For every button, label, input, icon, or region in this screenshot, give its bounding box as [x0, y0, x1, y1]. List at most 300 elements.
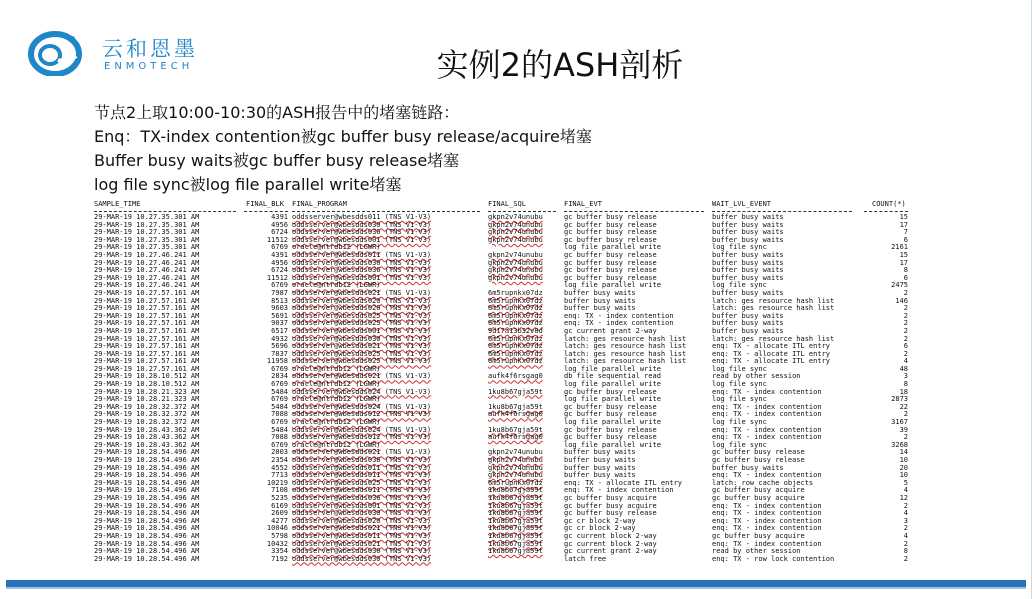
- cell-final-evt: log file parallel write: [564, 380, 661, 389]
- cell-final-sql: gkpn2v74unubu: [488, 213, 543, 221]
- cell-final-sql: 6m5rupnkx07dz: [488, 342, 543, 351]
- cell-final-blk: 6769: [271, 243, 288, 252]
- cell-final-blk: 6769: [271, 380, 288, 389]
- cell-wait-lvl-event: gc buffer busy release: [712, 456, 805, 464]
- cell-wait-lvl-event: buffer busy waits: [712, 273, 784, 282]
- cell-sample-time: 29-MAR-19 10.27.57.161 AM: [94, 311, 200, 320]
- cell-final-program: oddsserver@wbesdds012 (TNS V1-V3): [292, 433, 432, 442]
- cell-final-program: oddsserver@wbesdds025 (TNS V1-V3): [292, 357, 432, 366]
- cell-final-evt: gc buffer busy release: [564, 402, 657, 411]
- cell-sample-time: 29-MAR-19 10.28.54.496 AM: [94, 524, 200, 533]
- cell-sample-time: 29-MAR-19 10.27.46.241 AM: [94, 281, 200, 290]
- header-final-sql: FINAL_SQL: [488, 200, 526, 208]
- header-count: COUNT(*): [872, 200, 906, 208]
- cell-final-program: oddsserver@wbesdds024 (TNS V1-V3): [292, 425, 432, 434]
- cell-final-evt: gc buffer busy release: [564, 266, 657, 275]
- cell-wait-lvl-event: buffer busy waits: [712, 235, 784, 244]
- cell-final-blk: 10219: [266, 478, 288, 487]
- cell-final-program: oddsserver@wbesdds001 (TNS V1-V3): [292, 235, 432, 244]
- cell-final-program: oddsserver@wbesdds001 (TNS V1-V3): [292, 501, 432, 510]
- cell-sample-time: 29-MAR-19 10.27.57.161 AM: [94, 288, 200, 297]
- cell-final-sql: 1ku8b67gja59t: [488, 539, 543, 548]
- cell-final-program: oracle@ntrdb12 (LGWR): [292, 281, 381, 290]
- cell-final-blk: 6769: [271, 440, 288, 449]
- cell-count: 10: [899, 471, 908, 480]
- header-final-program: FINAL_PROGRAM: [292, 200, 347, 208]
- cell-sample-time: 29-MAR-19 10.28.10.512 AM: [94, 372, 200, 381]
- cell-final-blk: 6724: [271, 266, 288, 275]
- cell-final-sql: gkpn2v74unubu: [488, 266, 543, 275]
- cell-final-evt: gc buffer busy release: [564, 433, 657, 442]
- cell-final-blk: 6769: [271, 364, 288, 373]
- cell-sample-time: 29-MAR-19 10.27.57.161 AM: [94, 349, 200, 358]
- cell-wait-lvl-event: read by other session: [712, 547, 801, 556]
- cell-final-sql: gkpn2v74unubu: [488, 273, 543, 282]
- cell-count: 17: [899, 258, 908, 267]
- cell-final-program: oddsserver@wbesdds030 (TNS V1-V3): [292, 258, 432, 267]
- cell-final-sql: 6m5rupnkx07dz: [488, 311, 543, 320]
- cell-final-sql: 1ku8b67gja59t: [488, 516, 543, 525]
- cell-count: 3268: [891, 440, 908, 449]
- cell-final-blk: 5696: [271, 342, 288, 351]
- cell-final-program: oddsserver@wbesdds025 (TNS V1-V3): [292, 349, 432, 358]
- cell-sample-time: 29-MAR-19 10.28.21.323 AM: [94, 387, 200, 396]
- cell-final-sql: gkpn2v74unubu: [488, 463, 543, 472]
- cell-sample-time: 29-MAR-19 10.28.54.496 AM: [94, 448, 200, 457]
- cell-final-sql: 1ku8b67gja59t: [488, 486, 543, 495]
- cell-final-evt: gc buffer busy release: [564, 410, 657, 419]
- cell-wait-lvl-event: buffer busy waits: [712, 220, 784, 229]
- cell-count: 17: [899, 220, 908, 229]
- cell-count: 39: [899, 425, 908, 434]
- cell-wait-lvl-event: buffer busy waits: [712, 250, 784, 259]
- cell-sample-time: 29-MAR-19 10.28.54.496 AM: [94, 516, 200, 525]
- cell-final-evt: gc buffer busy release: [564, 213, 657, 221]
- cell-final-program: oddsserver@wbesdds025 (TNS V1-V3): [292, 311, 432, 320]
- cell-final-blk: 6169: [271, 501, 288, 510]
- intro-line: log file sync被log file parallel write堵塞: [94, 175, 402, 194]
- cell-final-sql: 6m5rupnkx07dz: [488, 478, 543, 487]
- cell-final-sql: gkpn2v74unubu: [488, 456, 543, 464]
- cell-final-sql: gkpn2v74unubu: [488, 448, 543, 457]
- cell-final-sql: 1ku8b67gja59t: [488, 493, 543, 502]
- cell-count: 14: [899, 448, 908, 457]
- cell-final-program: oddsserver@wbesdds030 (TNS V1-V3): [292, 220, 432, 229]
- cell-wait-lvl-event: enq: TX - allocate ITL entry: [712, 342, 831, 351]
- cell-sample-time: 29-MAR-19 10.28.54.496 AM: [94, 463, 200, 472]
- cell-final-program: oddsserver@wbesdds021 (TNS V1-V3): [292, 342, 432, 351]
- cell-final-evt: log file parallel write: [564, 440, 661, 449]
- cell-count: 2: [903, 410, 908, 419]
- cell-wait-lvl-event: latch: ges resource hash list: [712, 296, 835, 305]
- cell-final-sql: 1ku8b67gja59t: [488, 425, 543, 434]
- cell-count: 3167: [891, 418, 908, 427]
- cell-final-sql: 1ku8b67gja59t: [488, 501, 543, 510]
- header-final-blk: FINAL_BLK: [246, 200, 284, 208]
- cell-final-evt: gc current grant 2-way: [564, 326, 657, 335]
- cell-count: 2: [903, 311, 908, 320]
- cell-wait-lvl-event: log file sync: [712, 440, 767, 449]
- cell-final-evt: latch: ges resource hash list: [564, 349, 687, 358]
- cell-final-evt: gc buffer busy acquire: [564, 501, 657, 510]
- cell-final-sql: gkpn2v74unubu: [488, 250, 543, 259]
- cell-final-evt: gc current block 2-way: [564, 531, 657, 540]
- cell-sample-time: 29-MAR-19 10.28.43.362 AM: [94, 440, 200, 449]
- cell-final-program: oddsserver@wbesdds025 (TNS V1-V3): [292, 319, 432, 328]
- cell-wait-lvl-event: log file sync: [712, 364, 767, 373]
- cell-final-blk: 5484: [271, 387, 288, 396]
- cell-wait-lvl-event: enq: TX - index contention: [712, 387, 822, 396]
- cell-sample-time: 29-MAR-19 10.28.54.496 AM: [94, 456, 200, 464]
- cell-sample-time: 29-MAR-19 10.27.57.161 AM: [94, 326, 200, 335]
- cell-final-program: oddsserver@wbesdds020 (TNS V1-V3): [292, 304, 432, 313]
- cell-final-blk: 10046: [266, 524, 288, 533]
- cell-final-program: oddsserver@wbesdds001 (TNS V1-V3): [292, 326, 432, 335]
- cell-final-blk: 4552: [271, 463, 288, 472]
- cell-final-blk: 11512: [266, 235, 288, 244]
- cell-final-sql: aufk4f6rsgag0: [488, 372, 543, 381]
- table-row: [94, 275, 914, 283]
- cell-final-blk: 4932: [271, 334, 288, 343]
- cell-wait-lvl-event: gc buffer busy acquire: [712, 531, 805, 540]
- cell-final-blk: 7088: [271, 410, 288, 419]
- cell-sample-time: 29-MAR-19 10.28.54.496 AM: [94, 471, 200, 480]
- cell-final-evt: gc buffer busy release: [564, 250, 657, 259]
- cell-wait-lvl-event: log file sync: [712, 243, 767, 252]
- intro-line: 节点2上取10:00-10:30的ASH报告中的堵塞链路：: [94, 103, 460, 122]
- cell-wait-lvl-event: enq: TX - index contention: [712, 433, 822, 442]
- cell-sample-time: 29-MAR-19 10.27.46.241 AM: [94, 258, 200, 267]
- cell-final-program: oddsserver@wbesdds011 (TNS V1-V3): [292, 463, 432, 472]
- cell-wait-lvl-event: enq: TX - index contention: [712, 402, 822, 411]
- cell-count: 4: [903, 509, 908, 518]
- cell-final-blk: 6769: [271, 281, 288, 290]
- cell-count: 2: [903, 326, 908, 335]
- cell-final-program: oddsserver@wbesdds012 (TNS V1-V3): [292, 410, 432, 419]
- cell-wait-lvl-event: latch: ges resource hash list: [712, 304, 835, 313]
- cell-wait-lvl-event: latch: row cache objects: [712, 478, 814, 487]
- cell-final-program: oddsserver@wbesdds020 (TNS V1-V3): [292, 296, 432, 305]
- cell-sample-time: 29-MAR-19 10.27.57.161 AM: [94, 304, 200, 313]
- cell-count: 2: [903, 334, 908, 343]
- cell-final-evt: gc cr block 2-way: [564, 524, 636, 533]
- cell-sample-time: 29-MAR-19 10.27.35.301 AM: [94, 213, 200, 221]
- cell-final-sql: 6m5rupnkx07dz: [488, 296, 543, 305]
- cell-final-program: oddsserver@wbesdds030 (TNS V1-V3): [292, 547, 432, 556]
- cell-count: 4: [903, 486, 908, 495]
- cell-final-evt: db file sequential read: [564, 372, 661, 381]
- cell-wait-lvl-event: enq: TX - index contention: [712, 516, 822, 525]
- cell-sample-time: 29-MAR-19 10.28.54.496 AM: [94, 509, 200, 518]
- table-body: [94, 214, 914, 563]
- cell-count: 20: [899, 463, 908, 472]
- cell-wait-lvl-event: gc buffer busy acquire: [712, 486, 805, 495]
- cell-final-program: oddsserver@wbesdds030 (TNS V1-V3): [292, 554, 432, 563]
- cell-final-program: oddsserver@wbesdds001 (TNS V1-V3): [292, 273, 432, 282]
- ash-table: [94, 200, 914, 563]
- cell-final-sql: 6m5rupnkx07dz: [488, 357, 543, 366]
- cell-wait-lvl-event: enq: TX - index contention: [712, 509, 822, 518]
- cell-sample-time: 29-MAR-19 10.28.54.496 AM: [94, 531, 200, 540]
- cell-final-evt: buffer busy waits: [564, 448, 636, 457]
- cell-final-program: oddsserver@wbesdds036 (TNS V1-V3): [292, 493, 432, 502]
- cell-sample-time: 29-MAR-19 10.28.43.362 AM: [94, 425, 200, 434]
- cell-sample-time: 29-MAR-19 10.28.43.362 AM: [94, 433, 200, 442]
- cell-final-program: oracle@ntrdb12 (LGWR): [292, 243, 381, 252]
- cell-sample-time: 29-MAR-19 10.27.57.161 AM: [94, 296, 200, 305]
- cell-final-blk: 7108: [271, 486, 288, 495]
- cell-final-evt: log file parallel write: [564, 243, 661, 252]
- header-wait-lvl-event: WAIT_LVL_EVENT: [712, 200, 772, 208]
- cell-final-program: oddsserver@wbesdds021 (TNS V1-V3): [292, 539, 432, 548]
- cell-wait-lvl-event: enq: TX - row lock contention: [712, 554, 835, 563]
- cell-sample-time: 29-MAR-19 10.28.54.496 AM: [94, 539, 200, 548]
- cell-final-blk: 4956: [271, 258, 288, 267]
- cell-sample-time: 29-MAR-19 10.27.57.161 AM: [94, 319, 200, 328]
- cell-final-program: oddsserver@wbesdds011 (TNS V1-V3): [292, 213, 432, 221]
- cell-final-evt: latch: ges resource hash list: [564, 357, 687, 366]
- cell-final-sql: 1ku8b67gja59t: [488, 524, 543, 533]
- cell-count: 12: [899, 493, 908, 502]
- cell-final-blk: 5484: [271, 402, 288, 411]
- cell-wait-lvl-event: enq: TX - index contention: [712, 539, 822, 548]
- cell-final-evt: gc buffer busy release: [564, 273, 657, 282]
- cell-count: 48: [899, 364, 908, 373]
- cell-final-evt: gc buffer busy release: [564, 235, 657, 244]
- cell-sample-time: 29-MAR-19 10.28.32.372 AM: [94, 402, 200, 411]
- table-row: [94, 373, 914, 381]
- cell-count: 15: [899, 213, 908, 221]
- table-row: [94, 389, 914, 397]
- cell-wait-lvl-event: buffer busy waits: [712, 311, 784, 320]
- cell-count: 3: [903, 372, 908, 381]
- cell-wait-lvl-event: buffer busy waits: [712, 319, 784, 328]
- cell-final-blk: 4277: [271, 516, 288, 525]
- cell-wait-lvl-event: enq: TX - index contention: [712, 524, 822, 533]
- cell-final-evt: gc buffer busy release: [564, 387, 657, 396]
- table-row: [94, 411, 914, 419]
- table-row: [94, 358, 914, 366]
- cell-sample-time: 29-MAR-19 10.27.35.301 AM: [94, 220, 200, 229]
- cell-final-blk: 3354: [271, 547, 288, 556]
- cell-final-evt: enq: TX - allocate ITL entry: [564, 478, 683, 487]
- cell-count: 4: [903, 357, 908, 366]
- footer-bar: [6, 580, 1026, 587]
- cell-final-program: oracle@ntrdb12 (LGWR): [292, 440, 381, 449]
- cell-final-blk: 5235: [271, 493, 288, 502]
- cell-wait-lvl-event: buffer busy waits: [712, 266, 784, 275]
- cell-sample-time: 29-MAR-19 10.27.35.301 AM: [94, 228, 200, 237]
- cell-final-sql: 6m5rupnkx07dz: [488, 349, 543, 358]
- cell-final-blk: 7837: [271, 349, 288, 358]
- cell-final-evt: gc buffer busy release: [564, 228, 657, 237]
- cell-final-sql: 1ku8b67gja59t: [488, 531, 543, 540]
- cell-final-blk: 6724: [271, 228, 288, 237]
- cell-final-sql: gkpn2v74unubu: [488, 220, 543, 229]
- cell-wait-lvl-event: buffer busy waits: [712, 288, 784, 297]
- cell-sample-time: 29-MAR-19 10.28.54.496 AM: [94, 486, 200, 495]
- cell-wait-lvl-event: enq: TX - allocate ITL entry: [712, 357, 831, 366]
- cell-count: 4: [903, 531, 908, 540]
- cell-final-blk: 10432: [266, 539, 288, 548]
- cell-count: 2: [903, 304, 908, 313]
- cell-count: 2: [903, 349, 908, 358]
- cell-count: 2: [903, 433, 908, 442]
- cell-final-program: oddsserver@wbesdds030 (TNS V1-V3): [292, 334, 432, 343]
- cell-final-blk: 9603: [271, 304, 288, 313]
- cell-count: 8: [903, 380, 908, 389]
- cell-wait-lvl-event: gc buffer busy acquire: [712, 493, 805, 502]
- cell-final-sql: 1ku8b67gja59t: [488, 547, 543, 556]
- cell-final-sql: gkpn2v74unubu: [488, 258, 543, 267]
- cell-final-program: oddsserver@wbesdds021 (TNS V1-V3): [292, 448, 432, 457]
- logo-text-en: ENMOTECH: [104, 61, 194, 72]
- cell-final-blk: 7088: [271, 433, 288, 442]
- cell-final-evt: buffer busy waits: [564, 304, 636, 313]
- cell-count: 2873: [891, 395, 908, 404]
- cell-count: 22: [899, 402, 908, 411]
- cell-final-sql: 9d17a13b32v8d: [488, 326, 543, 335]
- cell-final-evt: buffer busy waits: [564, 463, 636, 472]
- cell-final-program: oddsserver@wbesdds030 (TNS V1-V3): [292, 509, 432, 518]
- cell-final-sql: aufk4f6rsgag0: [488, 433, 543, 442]
- cell-sample-time: 29-MAR-19 10.28.32.372 AM: [94, 418, 200, 427]
- cell-final-evt: buffer busy waits: [564, 471, 636, 480]
- cell-final-evt: gc buffer busy release: [564, 509, 657, 518]
- cell-wait-lvl-event: enq: TX - index contention: [712, 471, 822, 480]
- cell-wait-lvl-event: log file sync: [712, 281, 767, 290]
- slide-title: 实例2的ASH剖析: [436, 46, 684, 84]
- cell-final-program: oddsserver@wbesdds011 (TNS V1-V3): [292, 250, 432, 259]
- cell-final-blk: 11512: [266, 273, 288, 282]
- cell-final-program: oddsserver@wbesdds011 (TNS V1-V3): [292, 531, 432, 540]
- cell-wait-lvl-event: enq: TX - index contention: [712, 410, 822, 419]
- cell-final-evt: gc buffer busy release: [564, 220, 657, 229]
- cell-sample-time: 29-MAR-19 10.27.57.161 AM: [94, 342, 200, 351]
- cell-final-blk: 4956: [271, 220, 288, 229]
- cell-final-blk: 11958: [266, 357, 288, 366]
- cell-final-blk: 8513: [271, 296, 288, 305]
- cell-count: 6: [903, 273, 908, 282]
- cell-wait-lvl-event: enq: TX - allocate ITL entry: [712, 349, 831, 358]
- cell-final-program: oracle@ntrdb12 (LGWR): [292, 395, 381, 404]
- cell-count: 8: [903, 547, 908, 556]
- footer-bar-accent: [6, 587, 1026, 589]
- cell-sample-time: 29-MAR-19 10.27.46.241 AM: [94, 266, 200, 275]
- cell-final-blk: 5691: [271, 311, 288, 320]
- cell-final-sql: 6m5rupnkx07dz: [488, 304, 543, 313]
- cell-count: 2: [903, 539, 908, 548]
- cell-sample-time: 29-MAR-19 10.28.32.372 AM: [94, 410, 200, 419]
- cell-count: 6: [903, 342, 908, 351]
- cell-final-evt: log file parallel write: [564, 395, 661, 404]
- cell-count: 2: [903, 554, 908, 563]
- cell-sample-time: 29-MAR-19 10.28.21.323 AM: [94, 395, 200, 404]
- cell-count: 2161: [891, 243, 908, 252]
- cell-final-evt: gc current grant 2-way: [564, 547, 657, 556]
- cell-final-evt: buffer busy waits: [564, 456, 636, 464]
- logo-mark-icon: [28, 30, 82, 76]
- enmotech-logo: [28, 30, 208, 76]
- cell-sample-time: 29-MAR-19 10.27.35.301 AM: [94, 243, 200, 252]
- cell-final-blk: 4391: [271, 213, 288, 221]
- cell-final-program: oddsserver@wbesdds036 (TNS V1-V3): [292, 228, 432, 237]
- cell-final-evt: latch: ges resource hash list: [564, 334, 687, 343]
- cell-final-evt: log file parallel write: [564, 364, 661, 373]
- cell-count: 2: [903, 288, 908, 297]
- cell-final-evt: gc buffer busy release: [564, 425, 657, 434]
- cell-final-evt: enq: TX - index contention: [564, 311, 674, 320]
- cell-final-evt: gc cr block 2-way: [564, 516, 636, 525]
- cell-final-evt: gc buffer busy release: [564, 258, 657, 267]
- cell-final-program: oddsserver@wbesdds024 (TNS V1-V3): [292, 387, 432, 396]
- cell-final-evt: log file parallel write: [564, 418, 661, 427]
- cell-wait-lvl-event: latch: ges resource hash list: [712, 334, 835, 343]
- cell-final-blk: 7987: [271, 288, 288, 297]
- cell-sample-time: 29-MAR-19 10.27.57.161 AM: [94, 334, 200, 343]
- cell-wait-lvl-event: log file sync: [712, 418, 767, 427]
- cell-final-program: oddsserver@wbesdds038 (TNS V1-V3): [292, 456, 432, 464]
- cell-final-blk: 7713: [271, 471, 288, 480]
- cell-final-sql: aufk4f6rsgag0: [488, 410, 543, 419]
- cell-final-program: oddsserver@wbesdds025 (TNS V1-V3): [292, 478, 432, 487]
- cell-final-sql: 6m5rupnkx07dz: [488, 288, 543, 297]
- cell-final-blk: 7192: [271, 554, 288, 563]
- cell-sample-time: 29-MAR-19 10.28.54.496 AM: [94, 478, 200, 487]
- cell-wait-lvl-event: enq: TX - index contention: [712, 425, 822, 434]
- table-row: [94, 556, 914, 564]
- cell-count: 15: [899, 250, 908, 259]
- cell-sample-time: 29-MAR-19 10.28.54.496 AM: [94, 547, 200, 556]
- cell-final-program: oddsserver@wbesdds020 (TNS V1-V3): [292, 516, 432, 525]
- cell-final-blk: 6769: [271, 418, 288, 427]
- cell-final-program: oracle@ntrdb12 (LGWR): [292, 364, 381, 373]
- cell-wait-lvl-event: enq: TX - index contention: [712, 501, 822, 510]
- cell-final-program: oddsserver@wbesdds036 (TNS V1-V3): [292, 266, 432, 275]
- cell-count: 18: [899, 387, 908, 396]
- cell-final-blk: 5798: [271, 531, 288, 540]
- cell-final-evt: enq: TX - index contention: [564, 319, 674, 328]
- cell-final-blk: 6517: [271, 326, 288, 335]
- cell-wait-lvl-event: buffer busy waits: [712, 326, 784, 335]
- cell-count: 2: [903, 501, 908, 510]
- cell-final-program: oddsserver@wbesdds011 (TNS V1-V3): [292, 471, 432, 480]
- cell-final-sql: gkpn2v74unubu: [488, 235, 543, 244]
- cell-final-evt: enq: TX - index contention: [564, 486, 674, 495]
- cell-sample-time: 29-MAR-19 10.27.35.301 AM: [94, 235, 200, 244]
- cell-final-program: oddsserver@wbesdds021 (TNS V1-V3): [292, 372, 432, 381]
- cell-final-evt: gc current block 2-way: [564, 539, 657, 548]
- cell-final-program: oddsserver@wbesdds021 (TNS V1-V3): [292, 288, 432, 297]
- cell-wait-lvl-event: log file sync: [712, 395, 767, 404]
- cell-count: 8: [903, 266, 908, 275]
- cell-sample-time: 29-MAR-19 10.28.54.496 AM: [94, 493, 200, 502]
- cell-wait-lvl-event: buffer busy waits: [712, 228, 784, 237]
- cell-count: 3: [903, 516, 908, 525]
- cell-final-program: oddsserver@wbesdds024 (TNS V1-V3): [292, 402, 432, 411]
- cell-final-blk: 5484: [271, 425, 288, 434]
- cell-wait-lvl-event: log file sync: [712, 380, 767, 389]
- cell-final-evt: latch: ges resource hash list: [564, 342, 687, 351]
- table-row: [94, 434, 914, 442]
- cell-count: 2475: [891, 281, 908, 290]
- cell-wait-lvl-event: buffer busy waits: [712, 213, 784, 221]
- cell-wait-lvl-event: read by other session: [712, 372, 801, 381]
- cell-final-sql: gkpn2v74unubu: [488, 228, 543, 237]
- cell-final-program: oddsserver@wbesdds011 (TNS V1-V3): [292, 486, 432, 495]
- cell-sample-time: 29-MAR-19 10.27.57.161 AM: [94, 357, 200, 366]
- cell-sample-time: 29-MAR-19 10.27.46.241 AM: [94, 250, 200, 259]
